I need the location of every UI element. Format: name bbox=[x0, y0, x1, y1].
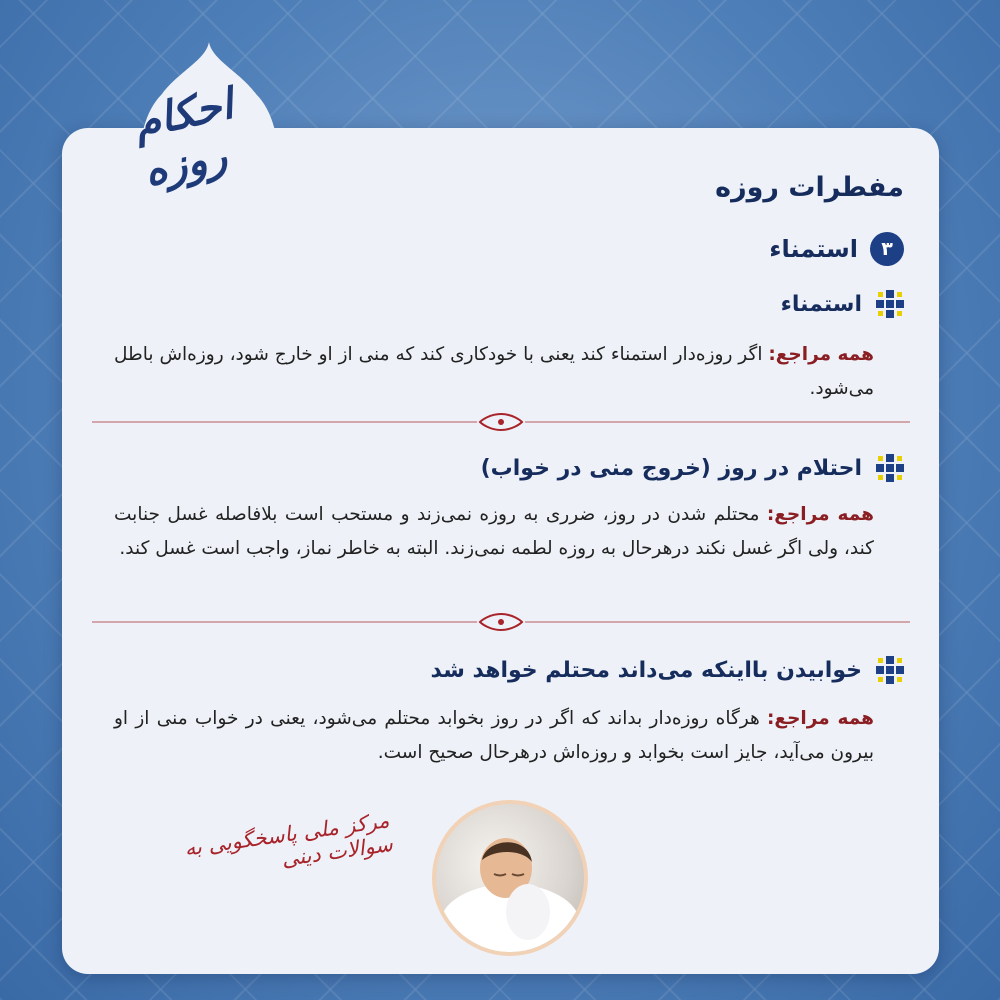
section-paragraph-1 bbox=[114, 338, 874, 406]
section-heading-text: استمناء bbox=[780, 291, 862, 317]
paragraph-text: هرگاه روزه‌دار بداند که اگر در روز بخوابد محتلم می‌شود، یعنی در خواب منی از او بیرون می‌آید، جایز است بخوابد و روزه‌اش درهرحال صحیح است. bbox=[114, 708, 874, 763]
section-paragraph-2 bbox=[114, 498, 874, 566]
section-heading-3 bbox=[430, 656, 904, 684]
section-heading-text: خوابیدن بااینکه می‌داند محتلم خواهد شد bbox=[430, 657, 862, 683]
paragraph-text: اگر روزه‌دار استمناء کند یعنی با خودکاری کند که منی از او خارج شود، روزه‌اش باطل می‌شود. bbox=[114, 344, 874, 399]
sub-title-label: استمناء bbox=[769, 235, 858, 263]
section-heading-text: احتلام در روز (خروج منی در خواب) bbox=[480, 455, 862, 481]
section-heading-1 bbox=[781, 290, 904, 318]
sub-title bbox=[769, 232, 904, 266]
ornament-divider bbox=[92, 612, 910, 632]
paragraph-text: محتلم شدن در روز، ضرری به روزه نمی‌زند و مستحب است بلافاصله غسل جنابت کند، ولی اگر غسل نکند درهرحال به روزه لطمه نمی‌زند. البته به خاطر نماز، واجب است غسل کند. bbox=[114, 504, 874, 559]
reference-label: همه مراجع: bbox=[768, 344, 874, 365]
bullet-icon bbox=[876, 290, 904, 318]
page-title: مفطرات روزه bbox=[715, 172, 904, 203]
bullet-icon bbox=[876, 454, 904, 482]
logo-title: احکام روزه bbox=[129, 78, 238, 196]
section-paragraph-3 bbox=[114, 702, 874, 770]
sleeping-man-photo bbox=[432, 800, 588, 956]
reference-label: همه مراجع: bbox=[766, 504, 874, 525]
photo-illustration bbox=[436, 804, 584, 952]
number-badge: ۳ bbox=[870, 232, 904, 266]
section-heading-2 bbox=[481, 454, 904, 482]
ornament-divider bbox=[92, 412, 910, 432]
reference-label: همه مراجع: bbox=[767, 708, 874, 729]
bullet-icon bbox=[876, 656, 904, 684]
organization-signature: مرکز ملی پاسخگویی به سوالات دینی bbox=[182, 808, 395, 872]
